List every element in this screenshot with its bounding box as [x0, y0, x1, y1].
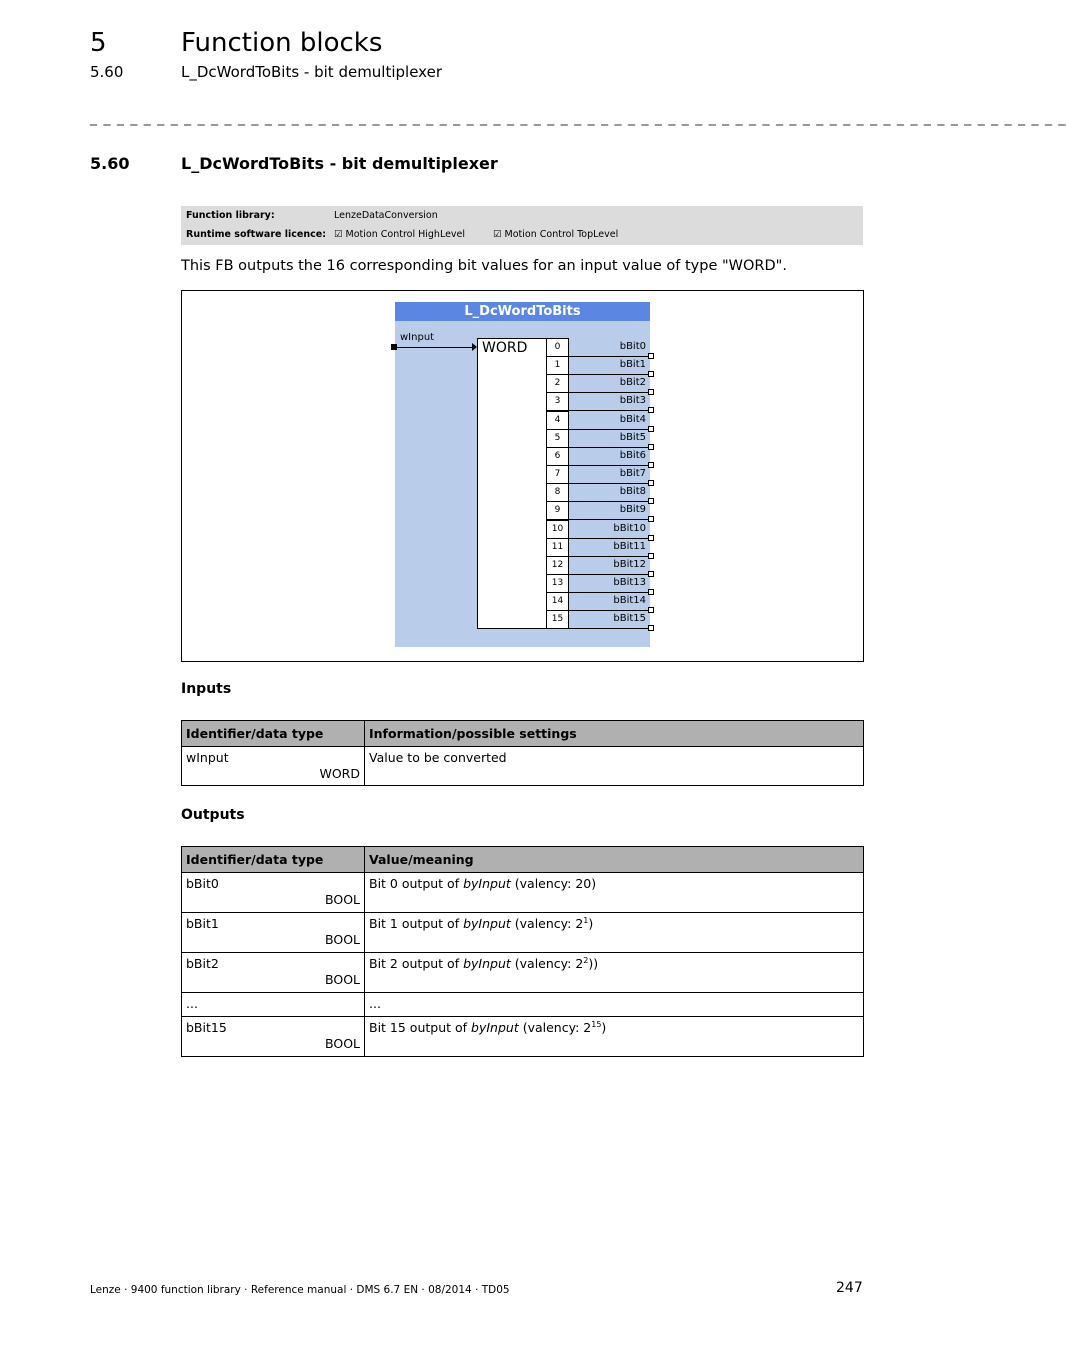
input-line: [397, 347, 472, 348]
section-title: L_DcWordToBits - bit demultiplexer: [181, 154, 498, 173]
value-meaning-cell: [365, 953, 864, 993]
inputs-col-info: Information/possible settings: [365, 721, 864, 747]
output-label: bBit11: [613, 540, 646, 552]
output-terminal: [648, 371, 654, 377]
value-text-pre: Bit 15 output of: [369, 1020, 472, 1036]
footer-text: Lenze · 9400 function library · Reference manual · DMS 6.7 EN · 08/2014 · TD05: [90, 1284, 510, 1296]
identifier-name: bBit0: [186, 876, 219, 891]
block-title: L_DcWordToBits: [395, 302, 650, 321]
bit-index-cell: 3: [546, 392, 569, 411]
table-row: [182, 873, 864, 913]
identifier-name: bBit1: [186, 916, 219, 931]
output-line: [568, 501, 653, 502]
bit-index-cell: 10: [546, 520, 569, 539]
value-text-pre: Bit 1 output of: [369, 916, 464, 932]
bit-index-cell: 4: [546, 411, 569, 430]
outputs-table: [181, 846, 864, 1057]
value-text-post: (valency: 20): [510, 876, 597, 891]
output-label: bBit5: [619, 431, 646, 443]
output-label: bBit12: [613, 558, 646, 570]
output-line: [568, 410, 653, 411]
value-text-sup: 15: [591, 1020, 602, 1029]
section-number: 5.60: [90, 154, 130, 173]
output-line: [568, 392, 653, 393]
value-text-tail: ): [601, 1020, 607, 1036]
output-terminal: [648, 389, 654, 395]
input-label: wInput: [400, 332, 435, 343]
value-meaning-cell: [365, 873, 864, 913]
bit-index-cell: 15: [546, 610, 569, 629]
bit-index-cell: 1: [546, 356, 569, 375]
library-info-box: [181, 206, 863, 245]
info-cell: Value to be converted: [365, 747, 864, 786]
bit-index-cell: 14: [546, 592, 569, 611]
inputs-table: [181, 720, 864, 786]
output-line: [568, 628, 653, 629]
output-label: bBit15: [613, 613, 646, 625]
word-box: [477, 338, 548, 629]
identifier-name: wInput: [186, 750, 229, 765]
table-row: [182, 747, 864, 786]
table-row: [182, 1017, 864, 1057]
subheader-number: 5.60: [90, 63, 124, 81]
bit-index-cell: 0: [546, 338, 569, 357]
output-terminal: [648, 516, 654, 522]
page-number: 247: [836, 1280, 863, 1296]
output-line: [568, 610, 653, 611]
function-block-diagram: [181, 290, 864, 662]
bit-index-cell: 2: [546, 374, 569, 393]
intro-text: This FB outputs the 16 corresponding bit values for an input value of type "WORD".: [181, 258, 787, 274]
identifier-type: BOOL: [325, 1036, 360, 1051]
bit-index-cell: 11: [546, 538, 569, 557]
output-terminal: [648, 426, 654, 432]
value-text-em: byInput: [463, 916, 511, 932]
output-line: [568, 538, 653, 539]
value-text-sup: 2: [583, 956, 589, 965]
value-text-em: byInput: [471, 1020, 519, 1036]
table-row: [182, 993, 864, 1017]
identifier-name: ...: [186, 996, 198, 1011]
inputs-col-identifier: Identifier/data type: [182, 721, 365, 747]
inputs-heading: Inputs: [181, 681, 232, 697]
table-row: [182, 953, 864, 993]
identifier-type: BOOL: [325, 932, 360, 947]
identifier-type: BOOL: [325, 972, 360, 987]
value-text-post: (valency: 2: [518, 1020, 592, 1036]
outputs-heading: Outputs: [181, 807, 245, 823]
bit-index-cell: 6: [546, 447, 569, 466]
value-text-pre: Bit 0 output of: [369, 876, 464, 891]
licence-highlevel: ☑ Motion Control HighLevel: [334, 229, 466, 240]
value-text-pre: ...: [369, 996, 381, 1011]
output-terminal: [648, 498, 654, 504]
output-line: [568, 429, 653, 430]
value-text-sup: 1: [583, 916, 589, 925]
output-label: bBit1: [619, 359, 646, 371]
bit-index-cell: 5: [546, 429, 569, 448]
identifier-name: bBit2: [186, 956, 219, 971]
output-label: bBit0: [619, 341, 646, 352]
value-text-pre: Bit 2 output of: [369, 956, 464, 972]
output-label: bBit9: [619, 504, 646, 516]
bit-index-cell: 8: [546, 483, 569, 502]
value-text-tail: )): [588, 956, 599, 972]
output-label: bBit13: [613, 576, 646, 588]
chapter-title: Function blocks: [181, 28, 383, 58]
output-label: bBit3: [619, 395, 646, 407]
value-meaning-cell: [365, 913, 864, 953]
output-terminal: [648, 589, 654, 595]
output-line: [568, 592, 653, 593]
value-text-em: byInput: [463, 876, 511, 891]
licence-label: Runtime software licence:: [186, 229, 326, 240]
output-terminal: [648, 353, 654, 359]
table-row: [182, 913, 864, 953]
output-terminal: [648, 625, 654, 631]
output-label: bBit8: [619, 486, 646, 498]
output-terminal: [648, 480, 654, 486]
chapter-number: 5: [90, 28, 107, 58]
identifier-type: WORD: [319, 766, 360, 781]
value-meaning-cell: [365, 1017, 864, 1057]
output-line: [568, 374, 653, 375]
identifier-type: BOOL: [325, 892, 360, 907]
function-library-value: LenzeDataConversion: [334, 210, 438, 221]
output-terminal: [648, 553, 654, 559]
licence-toplevel: ☑ Motion Control TopLevel: [493, 229, 619, 240]
bit-index-cell: 13: [546, 574, 569, 593]
value-text-post: (valency: 2: [510, 956, 584, 972]
bit-index-cell: 9: [546, 501, 569, 520]
dashed-divider: _ _ _ _ _ _ _ _ _ _ _ _ _ _ _ _ _ _ _ _ _ _ _ _ _ _ _ _ _ _ _ _ _ _ _ _ _ _ _ _ _ _ _ _ _ _ _ _ _ _ _ _ _ _ _ _ _ _ _ _ _ _ _ _ _ _ _ _ _ _ _ _ _: [90, 110, 1066, 126]
output-line: [568, 519, 653, 520]
value-meaning-cell: [365, 993, 864, 1017]
output-label: bBit14: [613, 595, 646, 607]
bit-index-cell: 12: [546, 556, 569, 575]
bit-index-cell: 7: [546, 465, 569, 484]
output-label: bBit10: [613, 522, 646, 534]
output-terminal: [648, 407, 654, 413]
word-label: WORD: [482, 340, 528, 356]
outputs-col-value: Value/meaning: [365, 847, 864, 873]
output-line: [568, 483, 653, 484]
value-text-post: (valency: 2: [510, 916, 584, 932]
identifier-name: bBit15: [186, 1020, 227, 1035]
output-terminal: [648, 607, 654, 613]
output-line: [568, 356, 653, 357]
value-text-em: byInput: [463, 956, 511, 972]
output-label: bBit6: [619, 449, 646, 461]
subheader-title: L_DcWordToBits - bit demultiplexer: [181, 63, 442, 81]
output-label: bBit2: [619, 377, 646, 389]
output-terminal: [648, 535, 654, 541]
output-line: [568, 574, 653, 575]
output-label: bBit7: [619, 468, 646, 480]
output-line: [568, 447, 653, 448]
output-line: [568, 556, 653, 557]
output-terminal: [648, 571, 654, 577]
value-text-tail: ): [588, 916, 594, 932]
outputs-col-identifier: Identifier/data type: [182, 847, 365, 873]
output-terminal: [648, 462, 654, 468]
output-line: [568, 465, 653, 466]
function-library-label: Function library:: [186, 210, 275, 221]
output-label: bBit4: [619, 413, 646, 425]
output-terminal: [648, 444, 654, 450]
